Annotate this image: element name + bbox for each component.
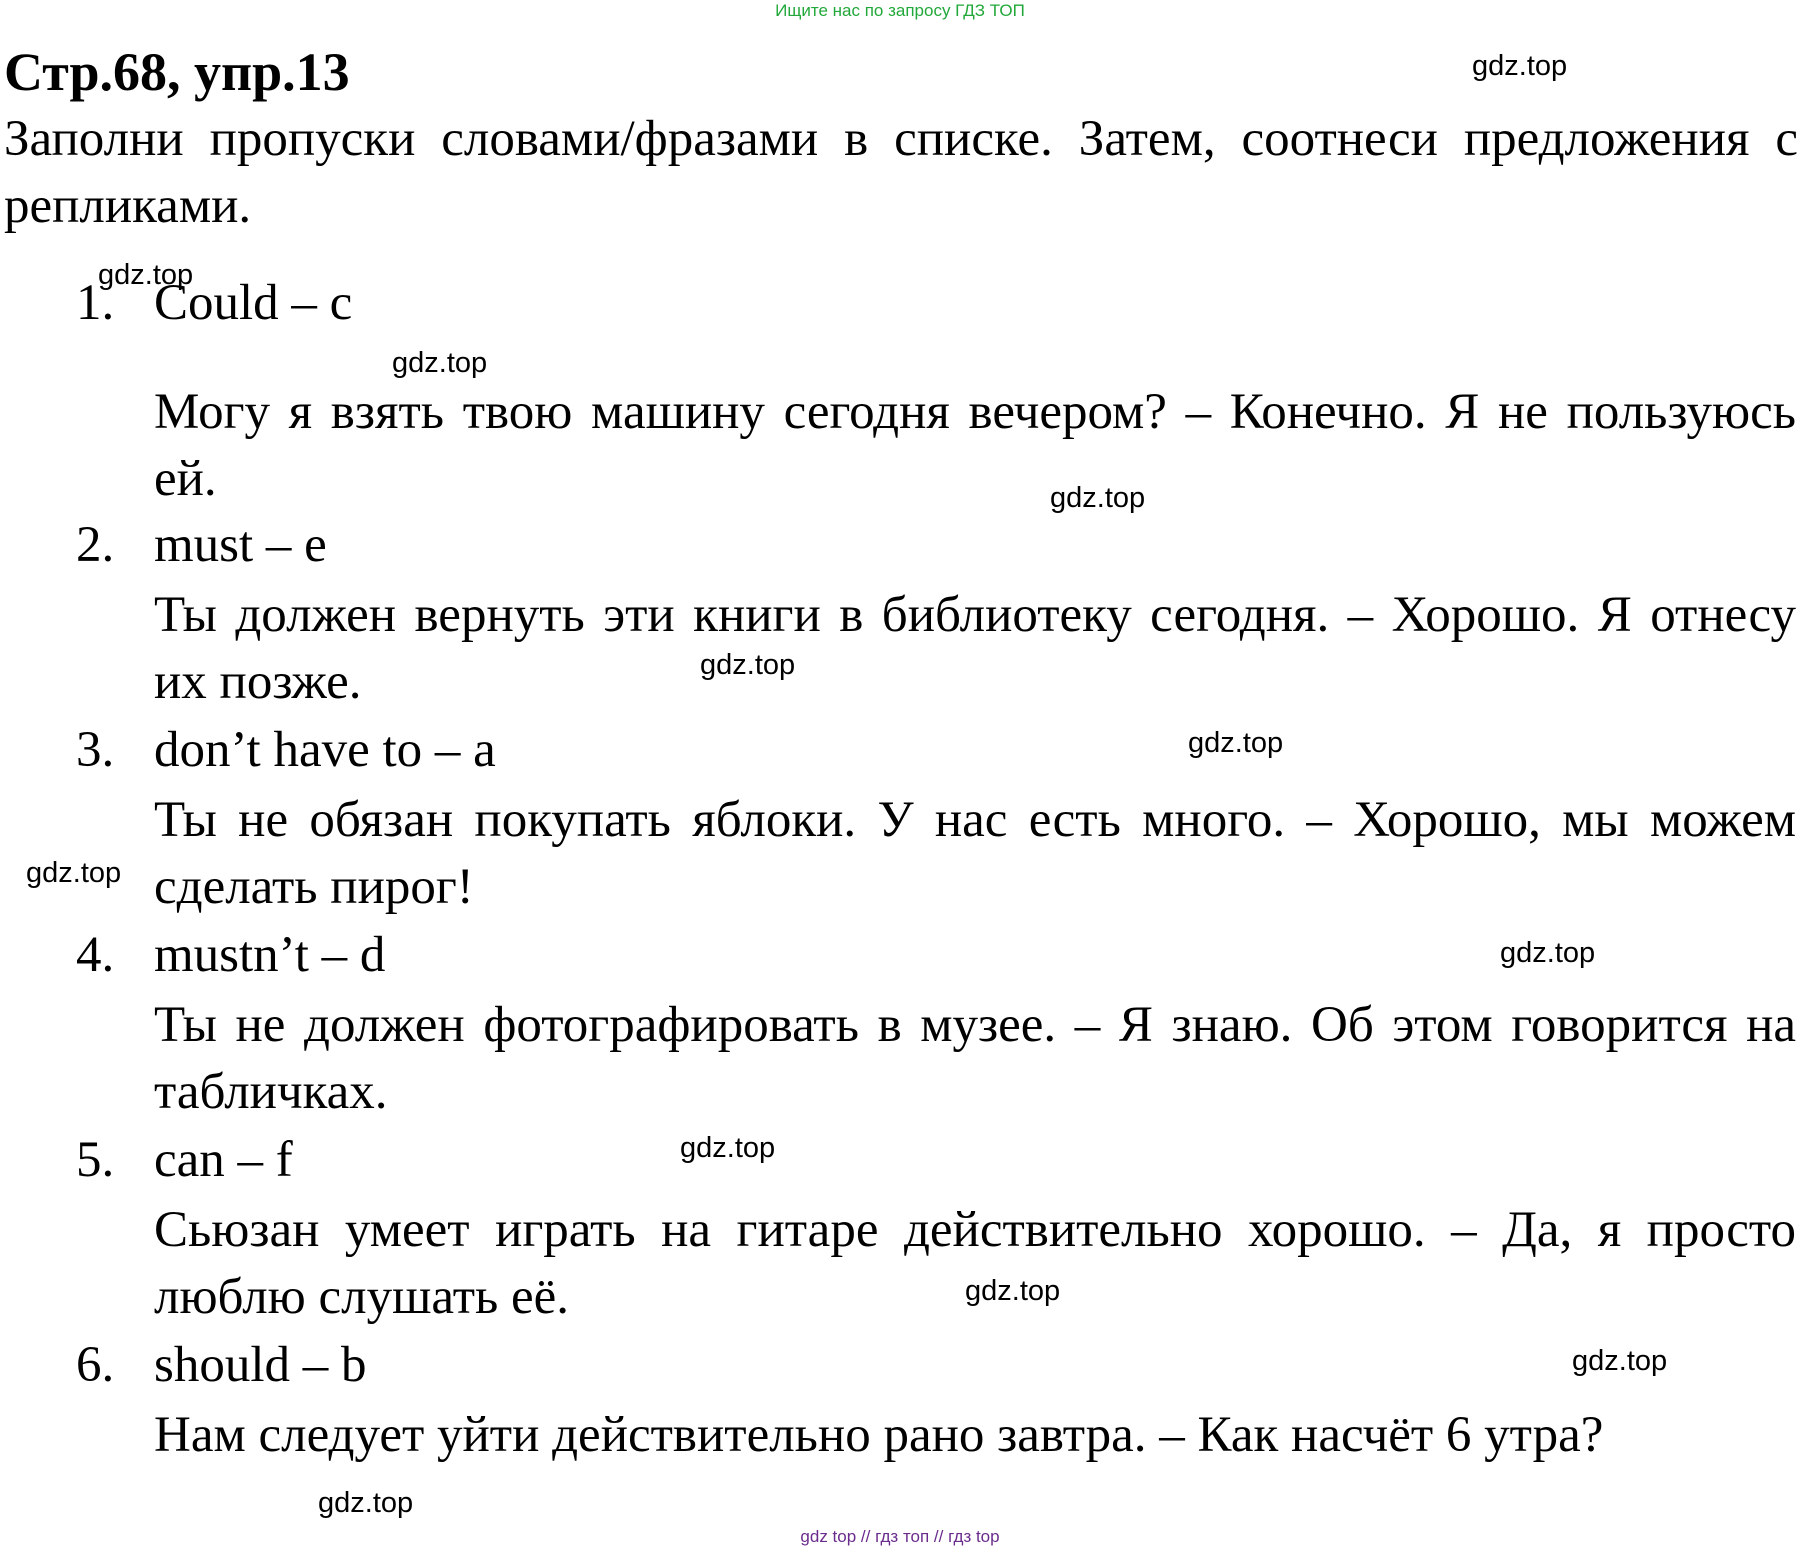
item-answer: Could – c bbox=[154, 275, 353, 331]
item-answer: must – e bbox=[154, 517, 327, 573]
watermark: gdz.top bbox=[1572, 1345, 1668, 1377]
item-translation: Могу я взять твою машину сегодня вечером? – Конечно. Я не пользуюсь ей. bbox=[154, 384, 1796, 507]
item-translation: Нам следует уйти действительно рано завтра. – Как насчёт 6 утра? bbox=[154, 1407, 1604, 1463]
item-number: 2. bbox=[76, 517, 115, 573]
item-number: 1. bbox=[76, 275, 115, 331]
item-translation: Ты не должен фотографировать в музее. – Я знаю. Об этом говорится на табличках. bbox=[154, 997, 1796, 1120]
watermark: gdz.top bbox=[392, 347, 488, 379]
item-answer: don’t have to – a bbox=[154, 722, 496, 778]
watermark: gdz.top bbox=[1050, 482, 1146, 514]
watermark: gdz.top bbox=[1500, 937, 1596, 969]
exercise-instruction: Заполни пропуски словами/фразами в списке. Затем, соотнеси предложения с репликами. bbox=[4, 111, 1798, 234]
item-translation: Сьюзан умеет играть на гитаре действительно хорошо. – Да, я просто люблю слушать её. bbox=[154, 1202, 1796, 1325]
item-translation: Ты не обязан покупать яблоки. У нас есть много. – Хорошо, мы можем сделать пирог! bbox=[154, 792, 1796, 915]
top-banner: Ищите нас по запросу ГДЗ ТОП bbox=[775, 1, 1025, 20]
watermark: gdz.top bbox=[98, 259, 194, 291]
watermark: gdz.top bbox=[1188, 727, 1284, 759]
item-number: 4. bbox=[76, 927, 115, 983]
watermark: gdz.top bbox=[680, 1132, 776, 1164]
watermark: gdz.top bbox=[318, 1487, 414, 1519]
item-number: 5. bbox=[76, 1132, 115, 1188]
watermark: gdz.top bbox=[1472, 50, 1568, 82]
item-number: 6. bbox=[76, 1337, 115, 1393]
bottom-banner: gdz top // гдз топ // гдз top bbox=[800, 1527, 1000, 1546]
watermark: gdz.top bbox=[965, 1275, 1061, 1307]
item-translation: Ты должен вернуть эти книги в библиотеку сегодня. – Хорошо. Я отнесу их позже. bbox=[154, 587, 1796, 710]
watermark: gdz.top bbox=[26, 857, 122, 889]
item-number: 3. bbox=[76, 722, 115, 778]
page-title: Стр.68, упр.13 bbox=[4, 42, 350, 102]
item-answer: can – f bbox=[154, 1132, 293, 1188]
item-answer: mustn’t – d bbox=[154, 927, 386, 983]
watermark: gdz.top bbox=[700, 649, 796, 681]
item-answer: should – b bbox=[154, 1337, 367, 1393]
